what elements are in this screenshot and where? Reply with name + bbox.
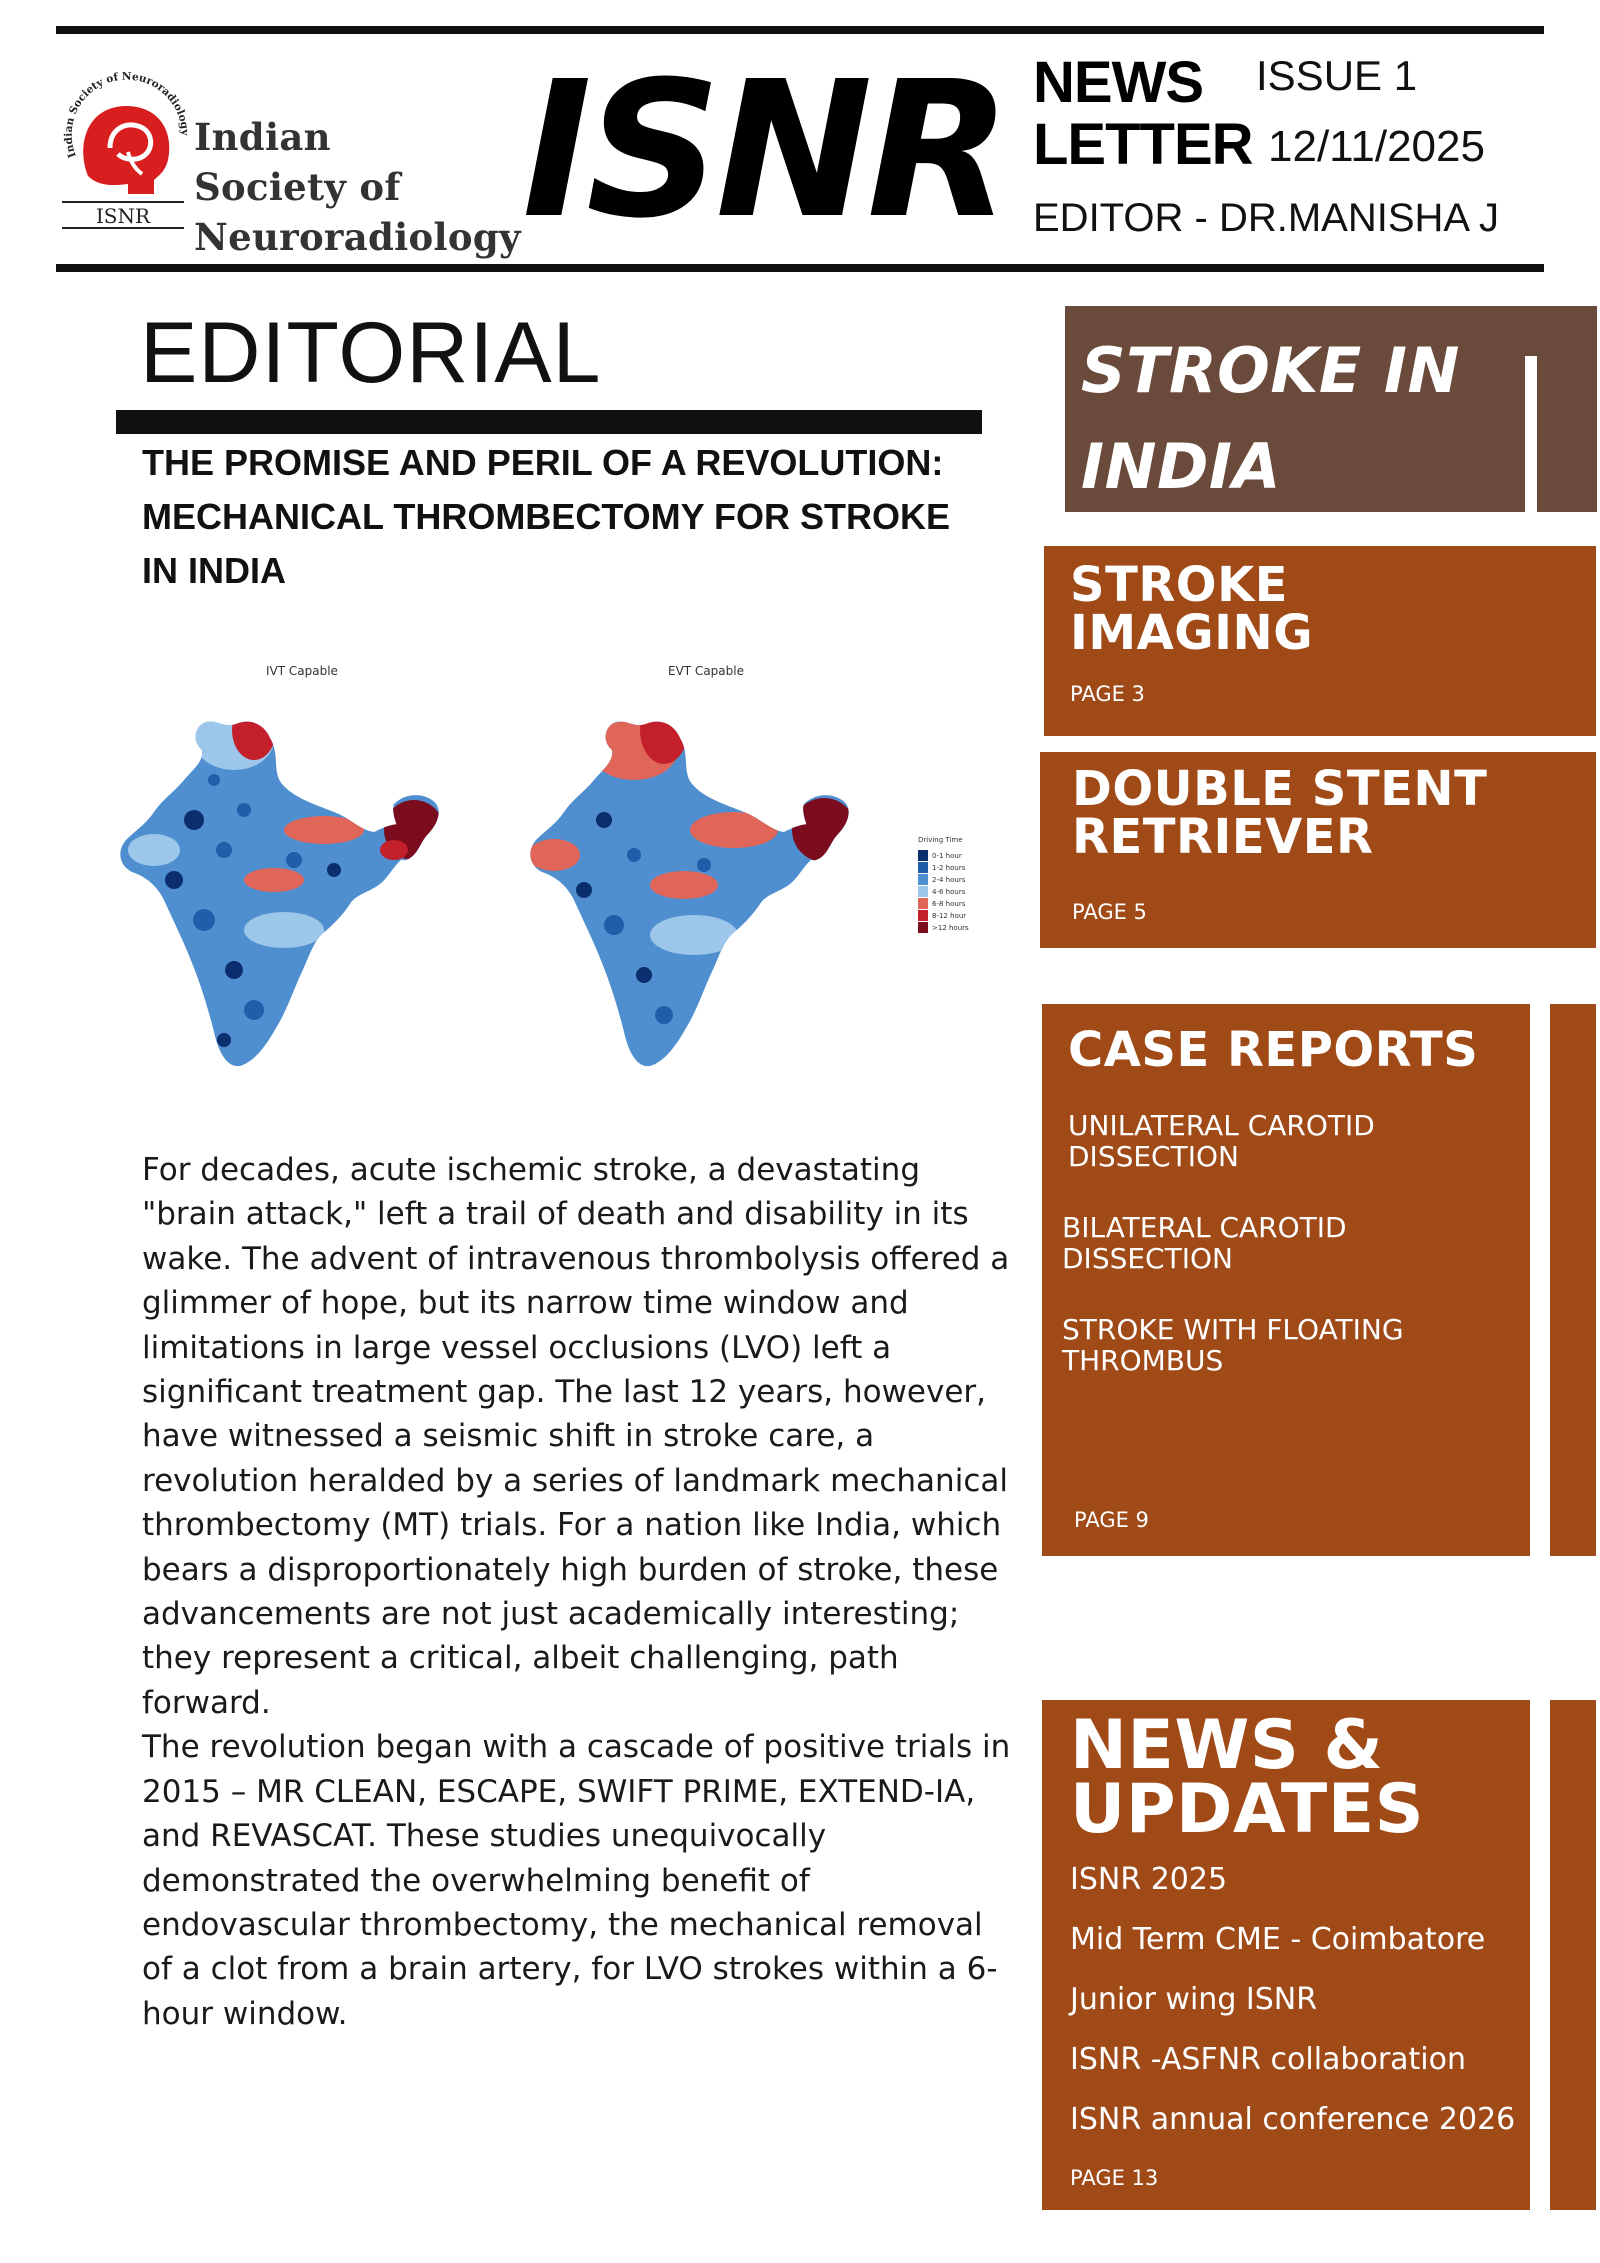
stroke-imaging-page: PAGE 3	[1070, 682, 1145, 706]
issue-number: ISSUE 1	[1256, 52, 1418, 99]
editorial-body	[142, 1148, 1022, 2036]
legend-title: Driving Time	[918, 836, 963, 844]
newsletter-line2: LETTER	[1033, 112, 1253, 177]
news-side-bar	[1550, 1700, 1596, 2210]
legend-swatch	[918, 850, 928, 861]
case-reports-side-bar	[1550, 1004, 1596, 1556]
newsletter-line1: NEWS	[1033, 50, 1203, 115]
news-title-line1: NEWS &	[1070, 1706, 1384, 1785]
case-report-item-3[interactable]: STROKE WITH FLOATING THROMBUS	[1062, 1313, 1404, 1377]
legend-swatch	[918, 922, 928, 933]
org-name	[194, 112, 521, 262]
legend-swatch	[918, 862, 928, 873]
case-report-item-1[interactable]: UNILATERAL CAROTID DISSECTION	[1068, 1109, 1375, 1173]
editorial-paragraph-2: The revolution began with a cascade of positive trials in 2015 – MR CLEAN, ESCAPE, SWIFT PRIME, EXTEND-IA, and REVASCAT. These studies unequivocally demonstrated the overwhelming benefit of endovascular thrombectomy, the mechanical removal of a clot from a brain artery, for LVO strokes within a 6-hour window.	[142, 1729, 1011, 2032]
legend-label: >12 hours	[932, 924, 969, 932]
news-panel[interactable]	[1042, 1700, 1530, 2210]
news-title-line2: UPDATES	[1070, 1770, 1425, 1849]
org-badge: ISNR	[95, 204, 151, 228]
org-ring-text: Indian Society of Neuroradiolo	[62, 70, 188, 160]
news-item-5[interactable]: ISNR annual conference 2026	[1070, 2102, 1516, 2137]
driving-time-legend	[918, 836, 969, 933]
editor-credit: EDITOR - DR.MANISHA J	[1033, 196, 1499, 240]
org-logo	[58, 56, 188, 232]
driving-time-figure	[92, 656, 974, 1126]
feature-title-line1: STROKE IN	[1081, 334, 1460, 407]
feature-title-line2: INDIA	[1081, 430, 1281, 503]
header-bottom-rule	[56, 264, 1544, 272]
feature-panel[interactable]	[1065, 306, 1597, 512]
newsletter-label	[1033, 52, 1253, 176]
legend-label: 2-4 hours	[932, 876, 966, 884]
org-name-line1: Indian Society of	[194, 115, 401, 209]
stroke-imaging-line2: IMAGING	[1070, 605, 1314, 661]
news-item-2[interactable]: Mid Term CME - Coimbatore	[1070, 1922, 1486, 1957]
header-top-rule	[56, 26, 1544, 34]
double-stent-page: PAGE 5	[1072, 900, 1147, 924]
double-stent-line2: RETRIEVER	[1072, 809, 1374, 865]
issue-date: 12/11/2025	[1268, 122, 1485, 171]
double-stent-panel[interactable]	[1040, 752, 1596, 948]
legend-label: 1-2 hours	[932, 864, 966, 872]
editorial-headline: THE PROMISE AND PERIL OF A REVOLUTION: MECHANICAL THROMBECTOMY FOR STROKE IN INDIA	[142, 442, 951, 591]
case-reports-panel[interactable]	[1042, 1004, 1530, 1556]
evt-map	[504, 680, 864, 1080]
legend-label: 0-1 hour	[932, 852, 962, 860]
legend-label: 8-12 hour	[932, 912, 967, 920]
news-page: PAGE 13	[1070, 2166, 1159, 2190]
news-item-1[interactable]: ISNR 2025	[1070, 1862, 1228, 1897]
editorial-rule	[116, 410, 982, 434]
editorial-title: EDITORIAL	[140, 305, 602, 401]
head-logo-icon	[83, 106, 169, 194]
legend-swatch	[918, 898, 928, 909]
ivt-map	[94, 680, 454, 1080]
legend-label: 4-6 hours	[932, 888, 966, 896]
news-item-4[interactable]: ISNR -ASFNR collaboration	[1070, 2042, 1467, 2077]
stroke-imaging-panel[interactable]	[1044, 546, 1596, 736]
map-caption-ivt: IVT Capable	[266, 664, 338, 678]
case-report-item-2[interactable]: BILATERAL CAROTID DISSECTION	[1062, 1211, 1347, 1275]
brand-title: ISNR	[522, 41, 1006, 260]
legend-swatch	[918, 886, 928, 897]
map-caption-evt: EVT Capable	[668, 664, 744, 678]
news-item-3[interactable]: Junior wing ISNR	[1070, 1982, 1318, 2017]
case-reports-title: CASE REPORTS	[1068, 1022, 1479, 1078]
editorial-paragraph-1: For decades, acute ischemic stroke, a devastating "brain attack," left a trail of death and disability in its wake. The advent of intravenous thrombolysis offered a glimmer of hope, but its narrow time window and limitations in large vessel occlusions (LVO) left a significant treatment gap. The last 12 years, however, have witnessed a seismic shift in stroke care, a revolution heralded by a series of landmark mechanical thrombectomy (MT) trials. For a nation like India, which bears a disproportionately high burden of stroke, these advancements are not just academically interesting; they represent a critical, albeit challenging, path forward.	[142, 1152, 1010, 1721]
double-stent-line1: DOUBLE STENT	[1072, 761, 1488, 817]
stroke-imaging-line1: STROKE	[1070, 557, 1289, 613]
legend-swatch	[918, 874, 928, 885]
case-reports-page: PAGE 9	[1074, 1508, 1149, 1532]
legend-swatch	[918, 910, 928, 921]
feature-panel-divider	[1525, 356, 1537, 512]
legend-label: 6-8 hours	[932, 900, 966, 908]
org-name-line2: Neuroradiology	[194, 215, 521, 259]
